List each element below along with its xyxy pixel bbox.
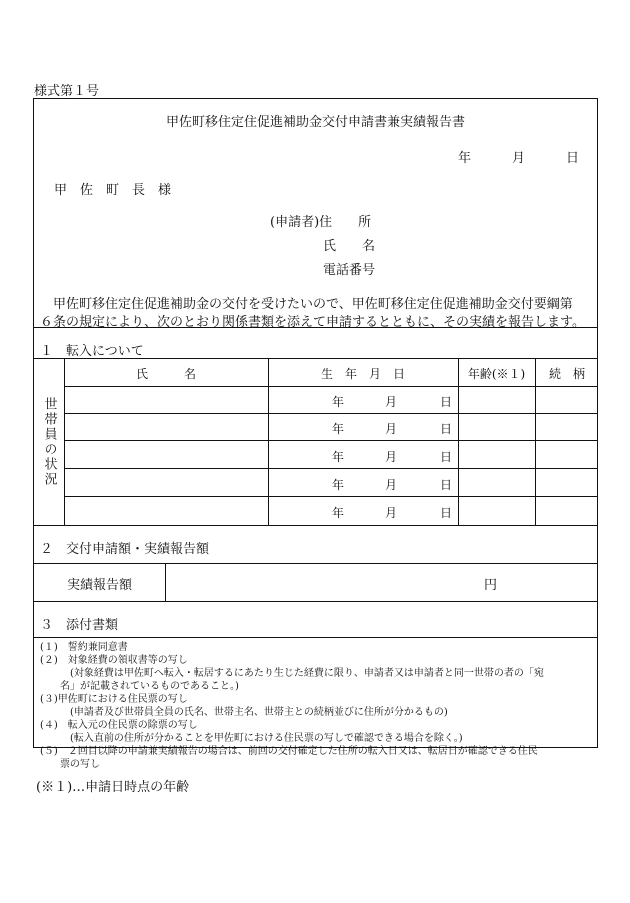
row5-birth-year: 年 <box>332 506 345 520</box>
attachment-item-4: (４) 転入元の住民票の除票の写し <box>40 720 198 731</box>
row3-birth-day: 日 <box>440 450 453 464</box>
row4-birth-month: 月 <box>385 478 398 492</box>
attachment-item-3: (３)甲佐町における住民票の写し <box>40 694 188 705</box>
body-text-line-2: ６条の規定により、次のとおり関係書類を添えて申請するとともに、その実績を報告します。 <box>40 315 585 330</box>
attachment-item-2-note: (対象経費は甲佐町へ転入・転居するにあたり生じた経費に限り、申請者又は申請者と同一世帯の者の「宛 <box>40 668 544 679</box>
applicant-phone-label: 電話番号 <box>323 263 376 278</box>
column-header-relation: 続 柄 <box>548 367 585 381</box>
column-header-birthdate: 生 年 月 日 <box>320 367 405 381</box>
attachment-item-5: (５) ２回目以降の申請兼実績報告の場合は、前回の交付確定した住所の転入日又は、転居日が確認できる住民 <box>40 746 538 757</box>
attachment-item-2: (２) 対象経費の領収書等の写し <box>40 655 188 666</box>
applicant-address-label: (申請者)住 所 <box>270 215 372 230</box>
row5-birth-day: 日 <box>440 506 453 520</box>
row2-birth-year: 年 <box>332 422 345 436</box>
section2-heading: ２ 交付申請額・実績報告額 <box>40 542 210 557</box>
row1-birth-month: 月 <box>385 395 398 409</box>
row3-birth-month: 月 <box>385 450 398 464</box>
row2-birth-day: 日 <box>440 422 453 436</box>
age-footnote: (※１)…申請日時点の年齢 <box>36 780 190 795</box>
form-number: 様式第１号 <box>34 84 100 99</box>
section3-heading: ３ 添付書類 <box>40 618 119 633</box>
attachment-item-4-note: (転入直前の住所が分かることを甲佐町における住民票の写しで確認できる場合を除く。) <box>40 733 463 744</box>
form-title: 甲佐町移住定住促進補助金交付申請書兼実績報告書 <box>165 115 465 130</box>
applicant-name-label: 氏 名 <box>323 239 376 254</box>
date-month: 月 <box>512 151 526 166</box>
row4-birth-day: 日 <box>440 478 453 492</box>
attachment-item-1: (１) 誓約兼同意書 <box>40 642 128 653</box>
report-amount-currency: 円 <box>484 578 498 593</box>
section1-heading: １ 転入について <box>40 344 144 359</box>
date-day: 日 <box>566 151 580 166</box>
attachment-item-5-cont: 票の写し <box>40 759 100 770</box>
row4-birth-year: 年 <box>332 478 345 492</box>
application-form <box>33 98 598 770</box>
addressee: 甲 佐 町 長 様 <box>54 183 172 198</box>
row2-birth-month: 月 <box>385 422 398 436</box>
date-year: 年 <box>458 151 472 166</box>
row3-birth-year: 年 <box>332 450 345 464</box>
row5-birth-month: 月 <box>385 506 398 520</box>
report-amount-label: 実績報告額 <box>66 578 132 593</box>
body-text-line-1: 甲佐町移住定住促進補助金の交付を受けたいので、甲佐町移住定住促進補助金交付要綱第 <box>40 297 573 312</box>
column-header-name: 氏 名 <box>135 367 196 381</box>
attachment-item-3-note: (申請者及び世帯員全員の氏名、世帯主名、世帯主との続柄並びに住所が分かるもの) <box>40 707 448 718</box>
column-header-age: 年齢(※１) <box>467 367 526 381</box>
household-side-label: 世帯員の状況 <box>41 397 57 487</box>
row1-birth-day: 日 <box>440 395 453 409</box>
attachment-item-2-note-cont: 名」が記載されているものであること。) <box>40 681 239 692</box>
row1-birth-year: 年 <box>332 395 345 409</box>
